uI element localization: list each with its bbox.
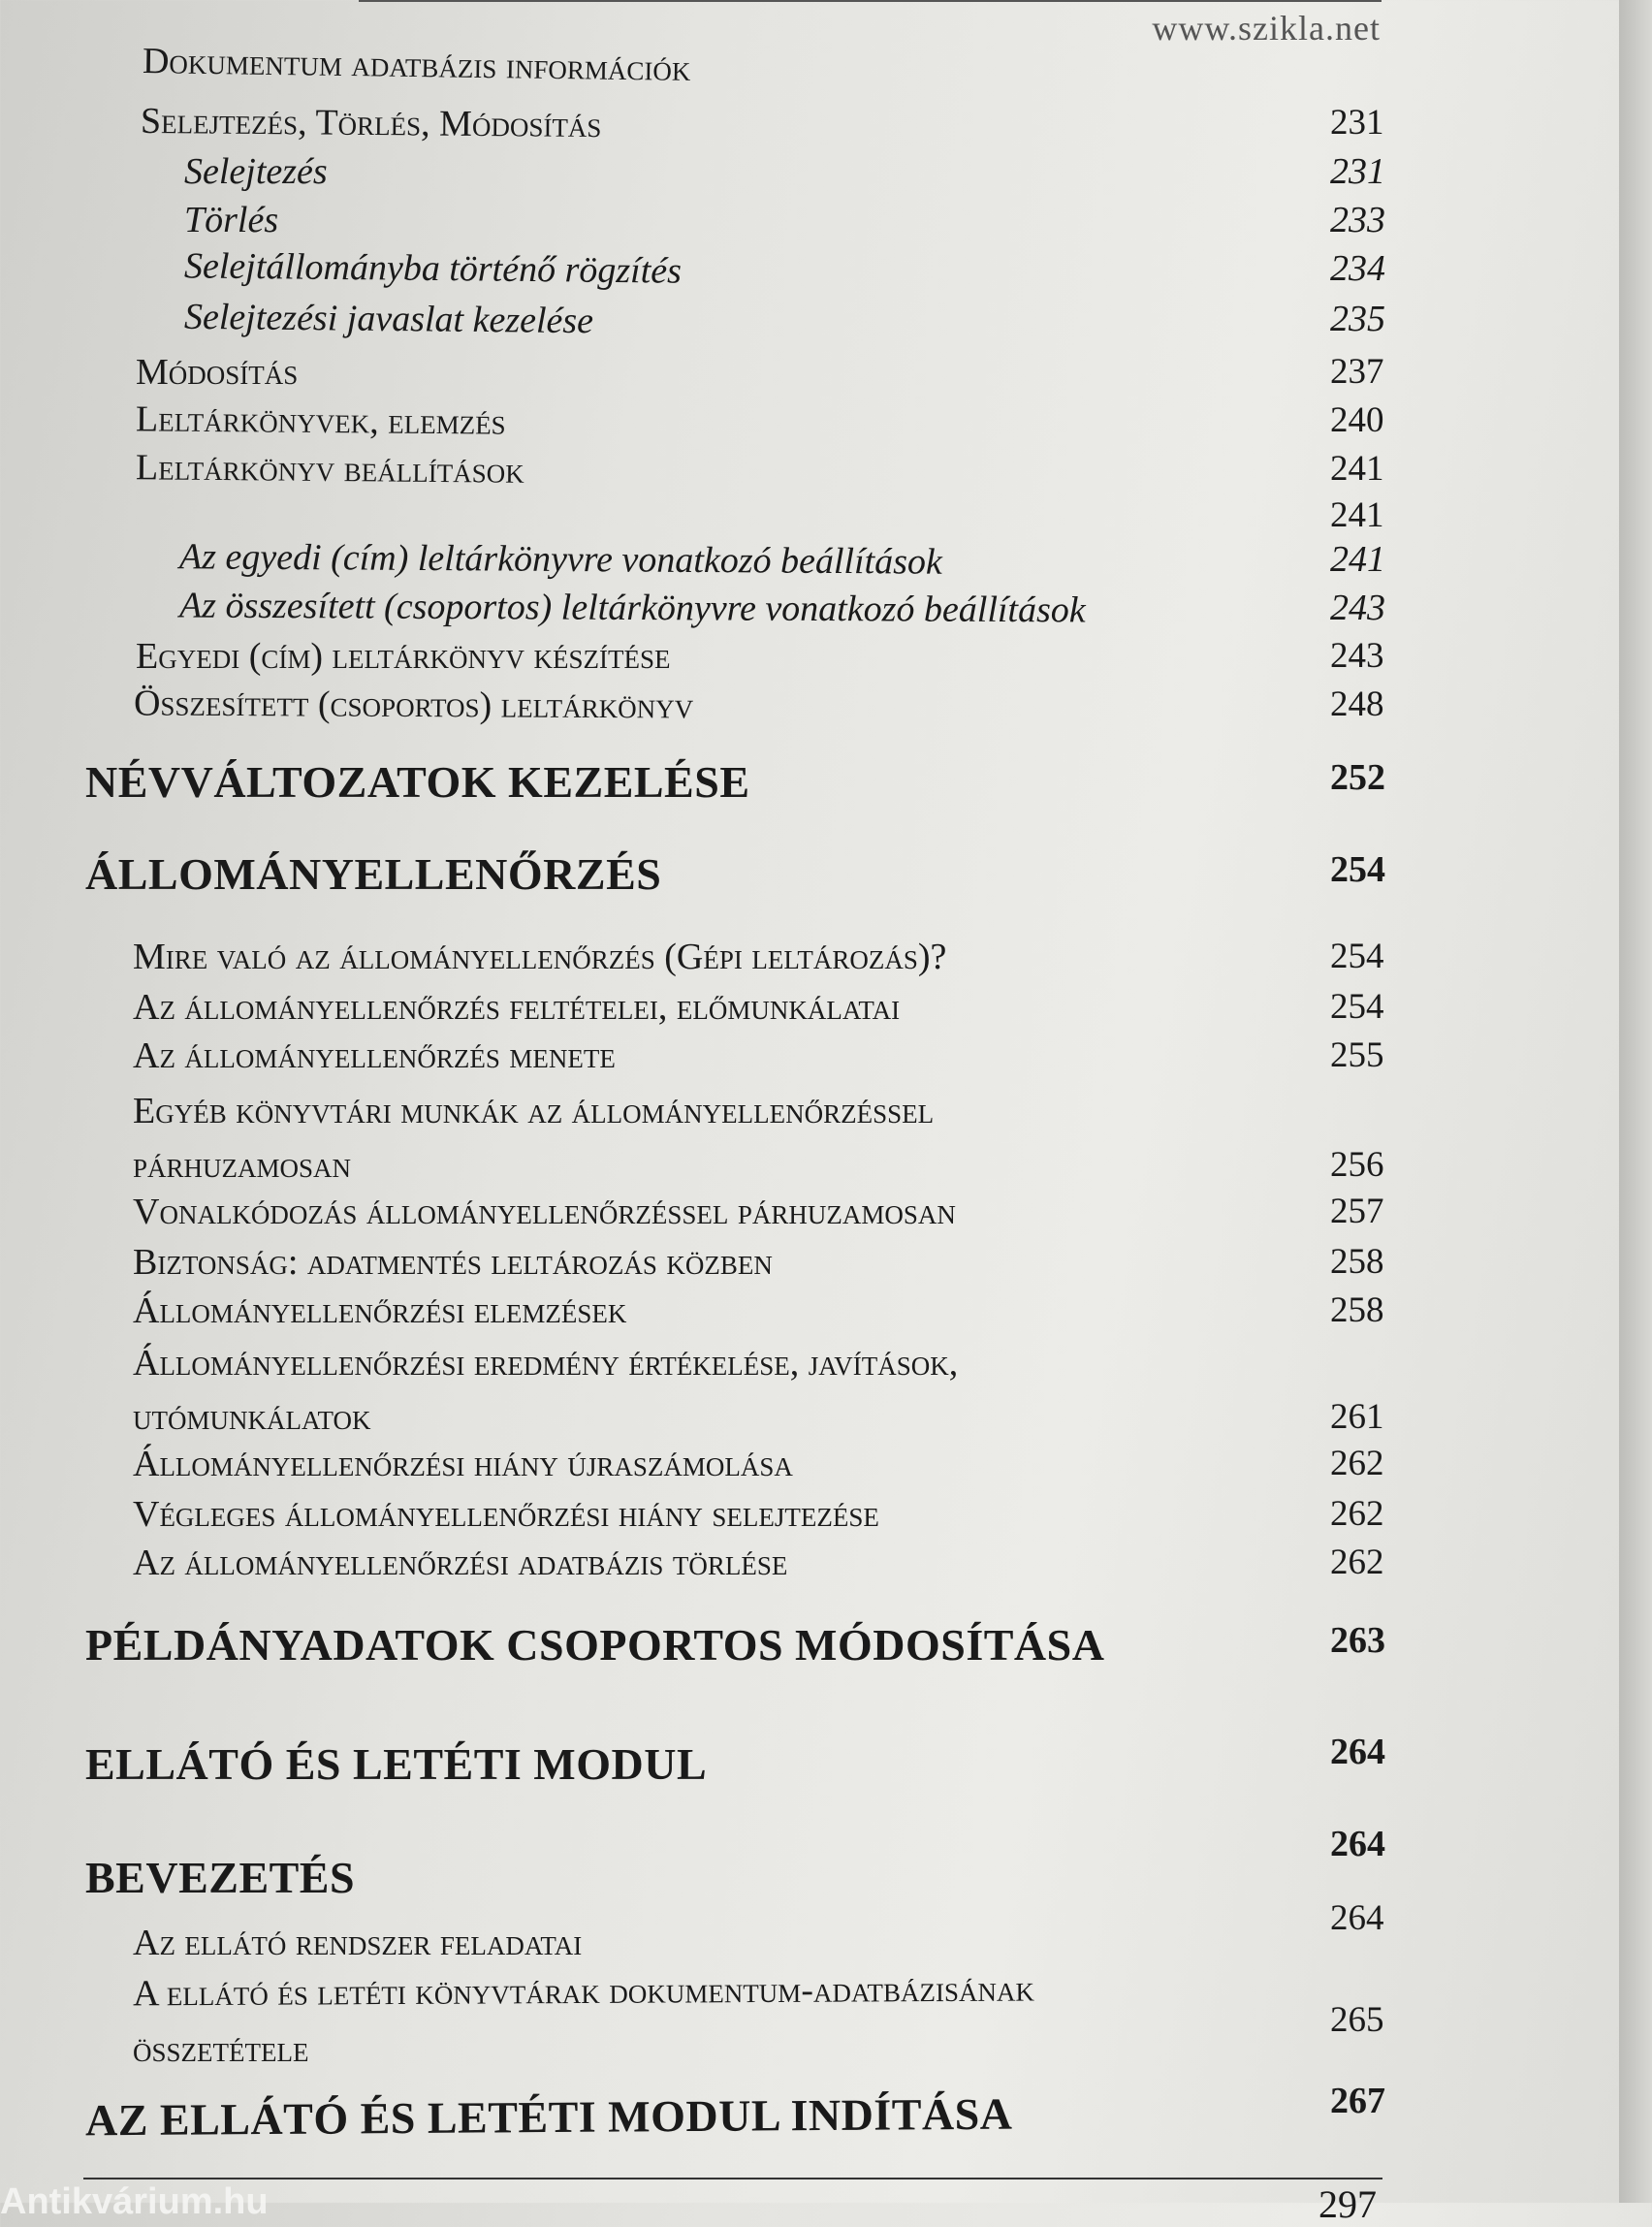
toc-heading xyxy=(0,1731,1652,1798)
toc-heading xyxy=(0,2080,1652,2147)
toc-title: Módosítás xyxy=(136,352,299,393)
toc-page: 257 xyxy=(1330,1192,1384,1231)
toc-title: Dokumentum adatbázis információk xyxy=(142,41,691,89)
toc-page: 264 xyxy=(1330,1732,1385,1772)
toc-title: párhuzamosan xyxy=(133,1145,352,1186)
toc-title: Selejtezési javaslat kezelése xyxy=(183,296,594,342)
toc-title: ÁLLOMÁNYELLENŐRZÉS xyxy=(85,849,662,899)
bottom-rule xyxy=(83,2178,1382,2179)
toc-page: 254 xyxy=(1330,987,1384,1027)
toc-title: BEVEZETÉS xyxy=(85,1853,356,1902)
page-number: 297 xyxy=(1318,2182,1377,2226)
toc-page: 241 xyxy=(1330,449,1384,489)
toc-page: 243 xyxy=(1330,636,1384,676)
toc-title: Az állományellenőrzés menete xyxy=(133,1035,616,1076)
toc-title: Állományellenőrzési hiány újraszámolása xyxy=(133,1444,793,1484)
toc-heading xyxy=(0,756,1652,824)
toc-heading xyxy=(0,1619,1652,1687)
watermark-text: Antikvárium.hu xyxy=(0,2181,269,2222)
toc-entry xyxy=(0,684,1652,751)
toc-title: Biztonság: adatmentés leltározás közben xyxy=(133,1242,773,1283)
toc-page: 248 xyxy=(1330,684,1384,724)
toc-page: 262 xyxy=(1330,1494,1384,1534)
toc-page: 243 xyxy=(1330,588,1385,628)
toc-page: 235 xyxy=(1330,299,1385,339)
toc-title: Az egyedi (cím) leltárkönyvre vonatkozó beállítások xyxy=(178,536,942,583)
toc-page: 254 xyxy=(1330,849,1385,890)
toc-title: AZ ELLÁTÓ ÉS LETÉTI MODUL INDÍTÁSA xyxy=(84,2088,1013,2146)
toc-title: Végleges állományellenőrzési hiány selejtezése xyxy=(133,1494,879,1535)
toc-title: Az összesített (csoportos) leltárkönyvre vonatkozó beállítások xyxy=(178,585,1086,631)
toc-title: Összesített (csoportos) leltárkönyv xyxy=(133,683,694,727)
toc-title: utómunkálatok xyxy=(133,1397,371,1438)
site-header: www.szikla.net xyxy=(1152,9,1381,48)
toc-entry xyxy=(0,1542,1652,1609)
toc-page: 241 xyxy=(1330,539,1385,580)
toc-title: Az állományellenőrzési adatbázis törlése xyxy=(133,1543,788,1583)
toc-title: Leltárkönyvek, elemzés xyxy=(135,398,506,443)
toc-title: Selejtezés xyxy=(184,151,328,192)
toc-page: 256 xyxy=(1330,1145,1384,1185)
toc-title: Törlés xyxy=(184,200,279,240)
toc-page: 261 xyxy=(1330,1397,1384,1437)
toc-page: 264 xyxy=(1330,1898,1384,1938)
toc-title: PÉLDÁNYADATOK CSOPORTOS MÓDOSÍTÁSA xyxy=(85,1620,1105,1670)
toc-title: Egyéb könyvtári munkák az állományellenőrzéssel xyxy=(133,1091,935,1131)
toc-title: Leltárkönyv beállítások xyxy=(135,447,524,492)
toc-page: 262 xyxy=(1330,1444,1384,1483)
toc-title: Selejtezés, Törlés, Módosítás xyxy=(140,100,602,146)
toc-title: Egyedi (cím) leltárkönyv készítése xyxy=(136,636,671,677)
toc-title: A ellátó és letéti könyvtárak dokumentum-adatbázisának xyxy=(132,1968,1035,2015)
toc-page: 233 xyxy=(1330,200,1385,240)
toc-page: 258 xyxy=(1330,1242,1384,1282)
toc-page: 252 xyxy=(1330,757,1385,798)
toc-page: 240 xyxy=(1330,400,1384,440)
toc-title: Mire való az állományellenőrzés (Gépi leltározás)? xyxy=(133,937,947,977)
toc-title: Az állományellenőrzés feltételei, előmunkálatai xyxy=(133,987,901,1028)
toc-page: 231 xyxy=(1330,151,1385,192)
toc-title: Vonalkódozás állományellenőrzéssel párhuzamosan xyxy=(133,1192,956,1232)
toc-page: 264 xyxy=(1330,1824,1385,1864)
toc-title: Állományellenőrzési elemzések xyxy=(133,1290,627,1331)
toc-page: 265 xyxy=(1330,2000,1384,2040)
toc-title: NÉVVÁLTOZATOK KEZELÉSE xyxy=(85,757,750,807)
toc-page: 234 xyxy=(1330,248,1385,289)
toc-page: 258 xyxy=(1330,1290,1384,1330)
toc-page: 262 xyxy=(1330,1543,1384,1582)
toc-page: 231 xyxy=(1330,103,1384,143)
toc-page: 263 xyxy=(1330,1620,1385,1661)
toc-title: ELLÁTÓ ÉS LETÉTI MODUL xyxy=(85,1739,708,1789)
toc-title: Selejtállományba történő rögzítés xyxy=(183,245,683,292)
toc-heading xyxy=(0,848,1652,916)
toc-title: Az ellátó rendszer feladatai xyxy=(133,1923,583,1963)
toc-title: Állományellenőrzési eredmény értékelése, javítások, xyxy=(133,1343,959,1384)
toc-page: 254 xyxy=(1330,937,1384,976)
toc-page: 237 xyxy=(1330,352,1384,392)
toc-page: 267 xyxy=(1330,2081,1385,2121)
toc-page: 241 xyxy=(1330,495,1384,535)
toc-page: 255 xyxy=(1330,1035,1384,1075)
toc-title: összetétele xyxy=(133,2029,309,2070)
